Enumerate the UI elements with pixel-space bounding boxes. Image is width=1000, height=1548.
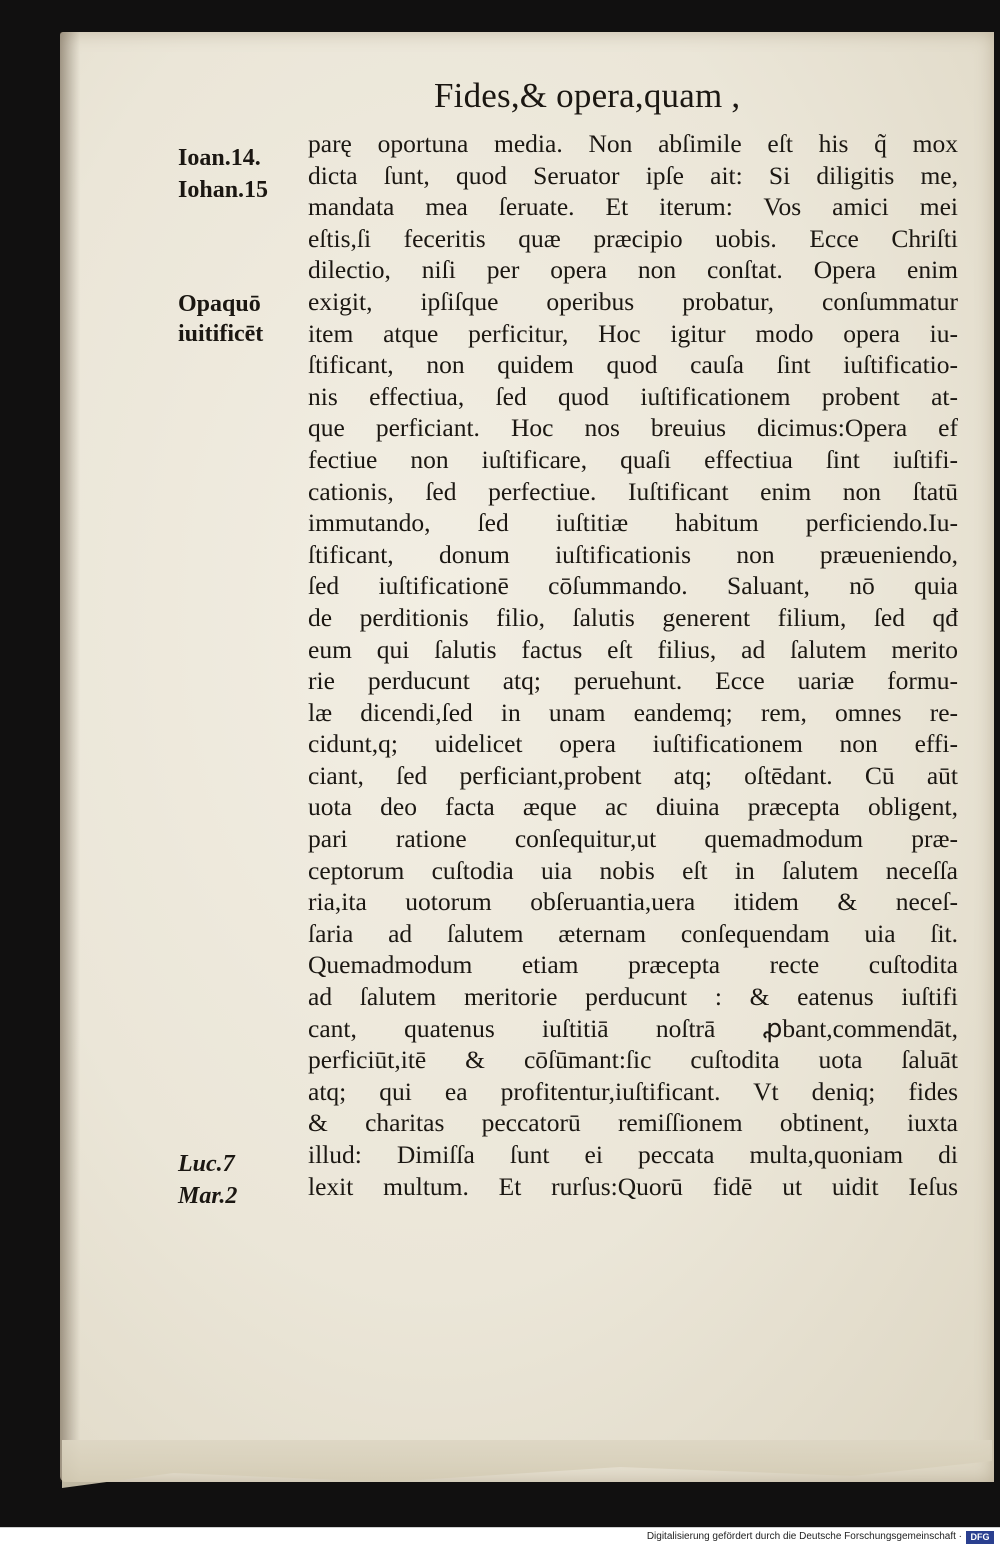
text-line: illud: Dimiſſa ſunt ei peccata multa,quoniam di [308,1140,958,1169]
text-line: immutando, ſed iuſtitiæ habitum perficiendo.Iu- [308,508,958,538]
text-line: & charitas peccatorū remiſſionem obtinent, iuxta [308,1108,958,1138]
text-line: atq; qui ea profitentur,iuſtificant. Vt deniq; fides [308,1076,958,1106]
body-text [308,128,958,1202]
footer-bar [0,1527,1000,1548]
text-line: dicta ſunt, quod Seruator ipſe ait: Si diligitis me, [308,160,958,190]
text-line: ſtificant, donum iuſtificationis non præueniendo, [308,539,958,569]
margin-note: iuitificēt [178,321,264,347]
text-line: cationis, ſed perfectiue. Iuſtificant enim non ſtatū [308,476,958,506]
text-line: eſtis,ſi feceritis quæ præcipio uobis. Ecce Chriſti [308,223,958,253]
text-line: ria,ita uotorum obſeruantia,uera itidem & neceſ- [308,887,958,917]
margin-note: Ioan.14. [178,145,261,171]
text-line: ciant, ſed perficiant,probent atq; oſtēdant. Cū aūt [308,760,958,790]
text-line: ſed iuſtificationē cōſummando. Saluant, nō quia [308,571,958,601]
text-line: Quemadmodum etiam præcepta recte cuſtodita [308,950,958,980]
text-line: exigit, ipſiſque operibus probatur, conſummatur [308,286,958,316]
margin-note: Iohan.15 [178,177,269,203]
text-line: eum qui ſalutis factus eſt filius, ad ſalutem merito [308,634,958,664]
funding-notice: Digitalisierung gefördert durch die Deutsche Forschungsgemeinschaft · [646,1531,962,1542]
text-line: dilectio, niſi per opera non conſtat. Opera enim [308,255,958,285]
text-line: ſtificant, non quidem quod cauſa ſint iuſtificatio- [308,350,958,380]
margin-note: Mar.2 [178,1183,238,1209]
text-line: de perditionis filio, ſalutis generent filium, ſed qđ [308,602,958,632]
text-line: nis effectiua, ſed quod iuſtificationem probent at- [308,381,958,411]
text-line: mandata mea ſeruate. Et iterum: Vos amici mei [308,192,958,222]
text-line: læ dicendi,ſed in unam eandemq; rem, omnes re- [308,697,958,727]
dfg-logo-icon: DFG [966,1531,994,1544]
page-torn-edge [62,1440,992,1500]
page-gutter-shadow [60,32,80,1482]
text-line: ſaria ad ſalutem æternam conſequendam uia ſit. [308,918,958,948]
text-line: fectiue non iuſtificare, quaſi effectiua ſint iuſtifi- [308,444,958,474]
text-line: uota deo facta æque ac diuina præcepta obligent, [308,792,958,822]
text-line: parę oportuna media. Non abſimile eſt his q̃ mox [308,129,958,158]
text-line: pari ratione conſequitur,ut quemadmodum præ- [308,824,958,854]
text-line: ad ſalutem meritorie perducunt : & eatenus iuſtifi [308,982,958,1012]
running-head: Fides,& opera,quam , [434,76,741,115]
text-line: cant, quatenus iuſtitiā noſtrā ꝓbant,commendāt, [308,1013,958,1043]
margin-note: Luc.7 [178,1151,235,1177]
text-line: item atque perficitur, Hoc igitur modo opera iu- [308,318,958,348]
text-line: lexit multum. Et rurſus:Quorū fidē ut uidit Ieſus [308,1171,958,1201]
text-line: que perficiant. Hoc nos breuius dicimus:Opera ef [308,413,958,443]
text-line: ceptorum cuſtodia uia nobis eſt in ſalutem neceſſa [308,855,958,885]
text-line: perficiūt,itē & cōſūmant:ſic cuſtodita uota ſaluāt [308,1045,958,1075]
text-line: rie perducunt atq; peruehunt. Ecce uariæ formu- [308,666,958,696]
margin-note: Opaquō [178,291,261,317]
text-line: cidunt,q; uidelicet opera iuſtificationem non effi- [308,729,958,759]
